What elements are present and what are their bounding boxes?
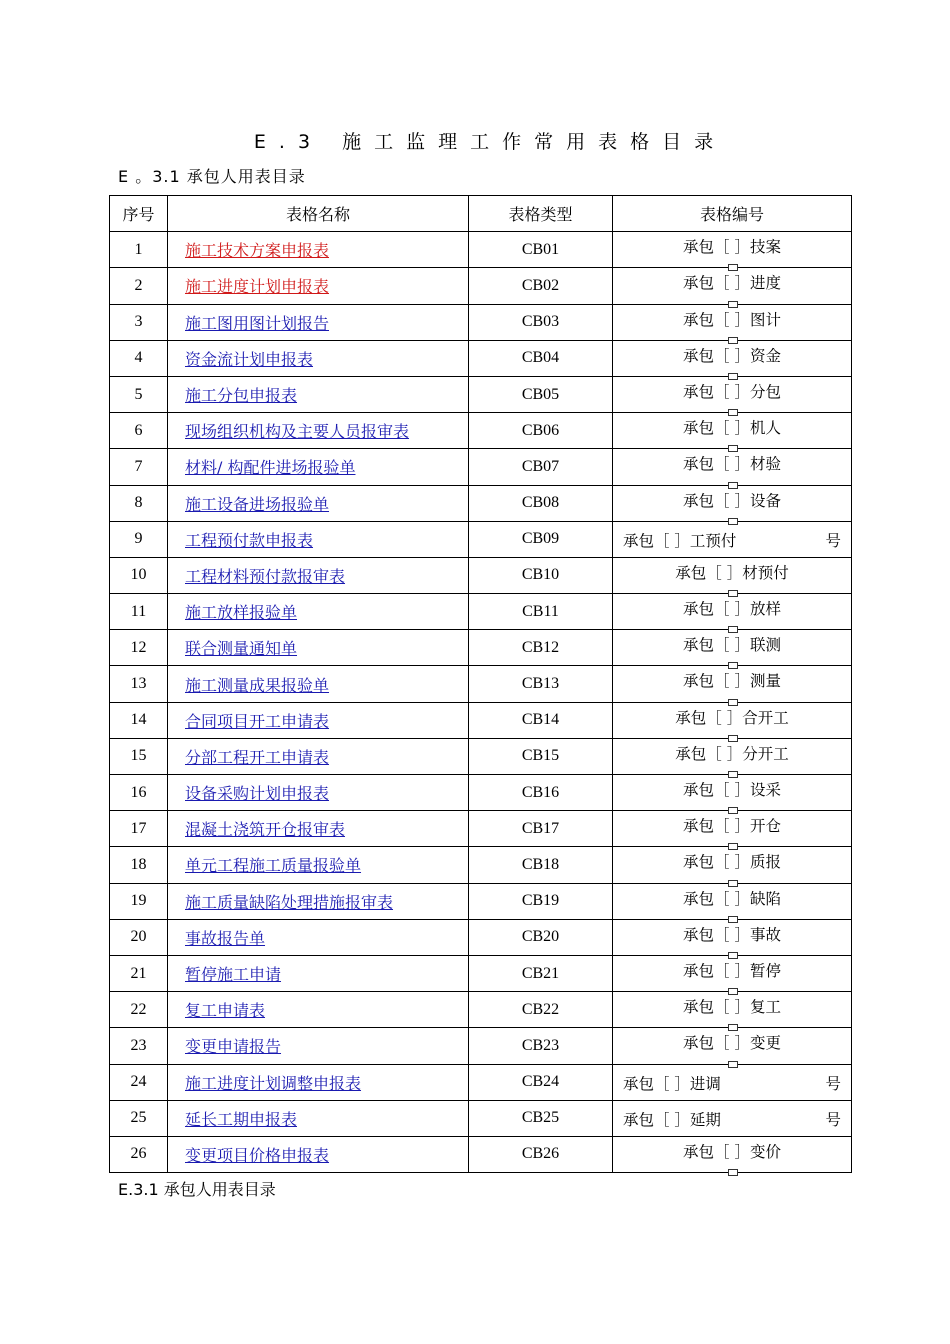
form-type: CB14 — [469, 702, 613, 738]
row-number: 23 — [110, 1028, 168, 1064]
form-name-link[interactable]: 施工技术方案申报表 — [185, 241, 330, 261]
row-number: 2 — [110, 268, 168, 304]
form-name-link[interactable]: 施工放样报验单 — [185, 603, 298, 623]
form-name-cell — [168, 1136, 469, 1172]
form-name-cell — [168, 557, 469, 593]
form-name-link[interactable]: 材料/ 构配件进场报验单 — [185, 458, 356, 478]
form-code-text: 承包［ ］分包 — [683, 382, 781, 401]
form-name-cell — [168, 775, 469, 811]
row-number: 17 — [110, 811, 168, 847]
form-code-cell — [613, 811, 852, 847]
form-code-line — [623, 1072, 841, 1094]
form-name-cell — [168, 883, 469, 919]
row-number: 13 — [110, 666, 168, 702]
form-code-cell — [613, 955, 852, 991]
form-name-cell — [168, 304, 469, 340]
row-number: 26 — [110, 1136, 168, 1172]
form-name-cell — [168, 847, 469, 883]
row-number: 15 — [110, 738, 168, 774]
form-code-suffix: 号 — [825, 1074, 841, 1093]
form-type: CB16 — [469, 775, 613, 811]
form-code-text: 承包［ ］设备 — [683, 491, 781, 510]
header-name: 表格名称 — [168, 196, 469, 232]
form-code-text: 承包［ ］设采 — [683, 781, 781, 799]
header-type: 表格类型 — [469, 196, 613, 232]
row-number: 5 — [110, 376, 168, 412]
table-row — [110, 919, 852, 955]
form-name-cell — [168, 594, 469, 630]
form-code-text: 承包［ ］放样 — [683, 600, 781, 619]
form-code-cell — [613, 919, 852, 955]
form-code-text: 承包［ ］进调 — [623, 1074, 721, 1093]
form-type: CB25 — [469, 1100, 613, 1136]
form-name-link[interactable]: 单元工程施工质量报验单 — [185, 856, 362, 876]
table-row — [110, 1136, 852, 1172]
form-code-cell — [613, 1028, 852, 1064]
table-row — [110, 232, 852, 268]
form-type: CB23 — [469, 1028, 613, 1064]
row-number: 14 — [110, 702, 168, 738]
form-code-cell — [613, 413, 852, 449]
form-code-text: 承包［ ］事故 — [683, 925, 781, 944]
form-code-text: 承包［ ］技案 — [683, 238, 781, 257]
form-type: CB10 — [469, 557, 613, 593]
row-number: 22 — [110, 992, 168, 1028]
form-name-cell — [168, 1100, 469, 1136]
form-code-cell — [613, 702, 852, 738]
form-name-link[interactable]: 施工测量成果报验单 — [185, 675, 330, 695]
row-number: 11 — [110, 594, 168, 630]
table-row — [110, 340, 852, 376]
form-name-cell — [168, 738, 469, 774]
form-type: CB06 — [469, 413, 613, 449]
form-name-link[interactable]: 工程预付款申报表 — [185, 530, 314, 550]
form-code-cell — [613, 738, 852, 774]
row-number: 24 — [110, 1064, 168, 1100]
form-name-cell — [168, 521, 469, 557]
form-code-text: 承包［ ］开仓 — [683, 817, 781, 836]
form-code-text: 承包［ ］工预付 — [623, 531, 737, 550]
form-name-link[interactable]: 现场组织机构及主要人员报审表 — [185, 422, 410, 442]
row-number: 18 — [110, 847, 168, 883]
table-row — [110, 775, 852, 811]
row-number: 19 — [110, 883, 168, 919]
form-code-cell — [613, 630, 852, 666]
form-type: CB26 — [469, 1136, 613, 1172]
row-number: 10 — [110, 557, 168, 593]
form-code-cell — [613, 304, 852, 340]
table-row — [110, 811, 852, 847]
table-row — [110, 268, 852, 304]
placeholder-box-icon — [728, 1169, 738, 1176]
form-type: CB05 — [469, 376, 613, 412]
form-code-cell — [613, 775, 852, 811]
form-code-cell — [613, 1136, 852, 1172]
form-type: CB20 — [469, 919, 613, 955]
form-type: CB11 — [469, 594, 613, 630]
form-code-text: 承包［ ］材验 — [683, 455, 781, 474]
form-name-link[interactable]: 事故报告单 — [185, 928, 266, 948]
form-code-cell — [613, 1100, 852, 1136]
form-type: CB03 — [469, 304, 613, 340]
table-row — [110, 1100, 852, 1136]
form-name-cell — [168, 955, 469, 991]
form-name-link[interactable]: 施工设备进场报验单 — [185, 494, 330, 514]
section-footer-heading: E.3.1 承包人用表目录 — [118, 1180, 276, 1199]
form-name-cell — [168, 268, 469, 304]
table-row — [110, 557, 852, 593]
form-code-cell — [613, 232, 852, 268]
form-name-cell — [168, 1064, 469, 1100]
form-code-cell — [613, 557, 852, 593]
form-type: CB17 — [469, 811, 613, 847]
form-code-text: 承包［ ］暂停 — [683, 961, 781, 980]
form-type: CB21 — [469, 955, 613, 991]
form-code-text: 承包［ ］合开工 — [675, 708, 789, 727]
header-code: 表格编号 — [613, 196, 852, 232]
form-type: CB18 — [469, 847, 613, 883]
form-code-cell — [613, 376, 852, 412]
form-code-text: 承包［ ］资金 — [683, 346, 781, 365]
form-name-cell — [168, 811, 469, 847]
table-row — [110, 304, 852, 340]
row-number: 9 — [110, 521, 168, 557]
form-name-link[interactable]: 延长工期申报表 — [185, 1109, 298, 1129]
form-type: CB19 — [469, 883, 613, 919]
table-row — [110, 883, 852, 919]
table-row — [110, 992, 852, 1028]
section-heading: E 。3.1 承包人用表目录 — [118, 167, 306, 186]
table-row — [110, 1028, 852, 1064]
form-type: CB08 — [469, 485, 613, 521]
form-name-cell — [168, 919, 469, 955]
form-name-link[interactable]: 施工进度计划申报表 — [185, 277, 330, 297]
form-code-text: 承包［ ］延期 — [623, 1110, 721, 1129]
form-name-link[interactable]: 联合测量通知单 — [185, 639, 298, 659]
table-row — [110, 376, 852, 412]
form-code-cell — [613, 268, 852, 304]
row-number: 4 — [110, 340, 168, 376]
table-row — [110, 485, 852, 521]
form-name-cell — [168, 340, 469, 376]
row-number: 1 — [110, 232, 168, 268]
form-name-link[interactable]: 分部工程开工申请表 — [185, 747, 330, 767]
form-code-text: 承包［ ］联测 — [683, 636, 781, 655]
form-code-line — [623, 529, 841, 551]
form-name-link[interactable]: 施工分包申报表 — [185, 386, 298, 406]
form-type: CB02 — [469, 268, 613, 304]
form-name-cell — [168, 449, 469, 485]
form-code-cell — [613, 1064, 852, 1100]
table-row — [110, 955, 852, 991]
form-code-text: 承包［ ］图计 — [683, 310, 781, 329]
form-name-link[interactable]: 暂停施工申请 — [185, 965, 282, 985]
table-row — [110, 630, 852, 666]
form-code-cell — [613, 666, 852, 702]
form-type: CB04 — [469, 340, 613, 376]
form-type: CB24 — [469, 1064, 613, 1100]
form-name-link[interactable]: 工程材料预付款报审表 — [185, 566, 346, 586]
form-type: CB15 — [469, 738, 613, 774]
form-code-text: 承包［ ］进度 — [683, 274, 781, 293]
form-name-cell — [168, 992, 469, 1028]
form-code-text: 承包［ ］变价 — [683, 1142, 781, 1161]
form-code-cell — [613, 992, 852, 1028]
table-row — [110, 594, 852, 630]
form-name-link[interactable]: 变更项目价格申报表 — [185, 1145, 330, 1165]
form-code-text: 承包［ ］材预付 — [675, 563, 789, 582]
form-type: CB07 — [469, 449, 613, 485]
form-code-cell — [613, 883, 852, 919]
document-title: E.3 施工监理工作常用表格目录 — [253, 131, 727, 153]
form-code-cell — [613, 449, 852, 485]
form-code-line — [623, 1108, 841, 1130]
form-type: CB22 — [469, 992, 613, 1028]
form-code-suffix: 号 — [825, 1110, 841, 1129]
form-name-cell — [168, 232, 469, 268]
table-row — [110, 1064, 852, 1100]
form-name-cell — [168, 485, 469, 521]
form-code-text: 承包［ ］机人 — [683, 419, 781, 438]
form-name-cell — [168, 702, 469, 738]
table-row — [110, 738, 852, 774]
form-name-link[interactable]: 施工图用图计划报告 — [185, 313, 330, 333]
row-number: 8 — [110, 485, 168, 521]
form-name-link[interactable]: 混凝土浇筑开仓报审表 — [185, 820, 346, 840]
form-name-cell — [168, 666, 469, 702]
form-name-link[interactable]: 合同项目开工申请表 — [185, 711, 330, 731]
form-code-text: 承包［ ］分开工 — [675, 744, 789, 763]
form-name-link[interactable]: 设备采购计划申报表 — [185, 784, 330, 804]
table-row — [110, 702, 852, 738]
form-name-cell — [168, 630, 469, 666]
form-type: CB01 — [469, 232, 613, 268]
form-name-link[interactable]: 变更申请报告 — [185, 1037, 282, 1057]
form-code-cell — [613, 485, 852, 521]
table-row — [110, 449, 852, 485]
form-code-cell — [613, 847, 852, 883]
table-row — [110, 413, 852, 449]
form-name-link[interactable]: 资金流计划申报表 — [185, 349, 314, 369]
form-type: CB09 — [469, 521, 613, 557]
form-catalog-table — [109, 195, 852, 1173]
form-name-link[interactable]: 施工质量缺陷处理措施报审表 — [185, 892, 394, 912]
row-number: 3 — [110, 304, 168, 340]
form-code-suffix: 号 — [825, 531, 841, 550]
row-number: 12 — [110, 630, 168, 666]
form-name-cell — [168, 376, 469, 412]
row-number: 25 — [110, 1100, 168, 1136]
form-name-link[interactable]: 施工进度计划调整申报表 — [185, 1073, 362, 1093]
row-number: 6 — [110, 413, 168, 449]
form-code-cell — [613, 521, 852, 557]
form-code-text: 承包［ ］变更 — [683, 1034, 781, 1053]
form-name-cell — [168, 1028, 469, 1064]
table-header-row — [110, 196, 852, 232]
table-row — [110, 666, 852, 702]
form-code-text: 承包［ ］缺陷 — [683, 889, 781, 908]
form-name-cell — [168, 413, 469, 449]
form-code-text: 承包［ ］测量 — [683, 672, 781, 691]
table-row — [110, 521, 852, 557]
row-number: 7 — [110, 449, 168, 485]
form-type: CB13 — [469, 666, 613, 702]
header-no: 序号 — [110, 196, 168, 232]
row-number: 20 — [110, 919, 168, 955]
form-code-cell — [613, 340, 852, 376]
table-row — [110, 847, 852, 883]
row-number: 16 — [110, 775, 168, 811]
form-code-text: 承包［ ］质报 — [683, 853, 781, 872]
form-code-text: 承包［ ］复工 — [683, 998, 781, 1017]
form-code-cell — [613, 594, 852, 630]
row-number: 21 — [110, 955, 168, 991]
form-type: CB12 — [469, 630, 613, 666]
form-name-link[interactable]: 复工申请表 — [185, 1001, 266, 1021]
